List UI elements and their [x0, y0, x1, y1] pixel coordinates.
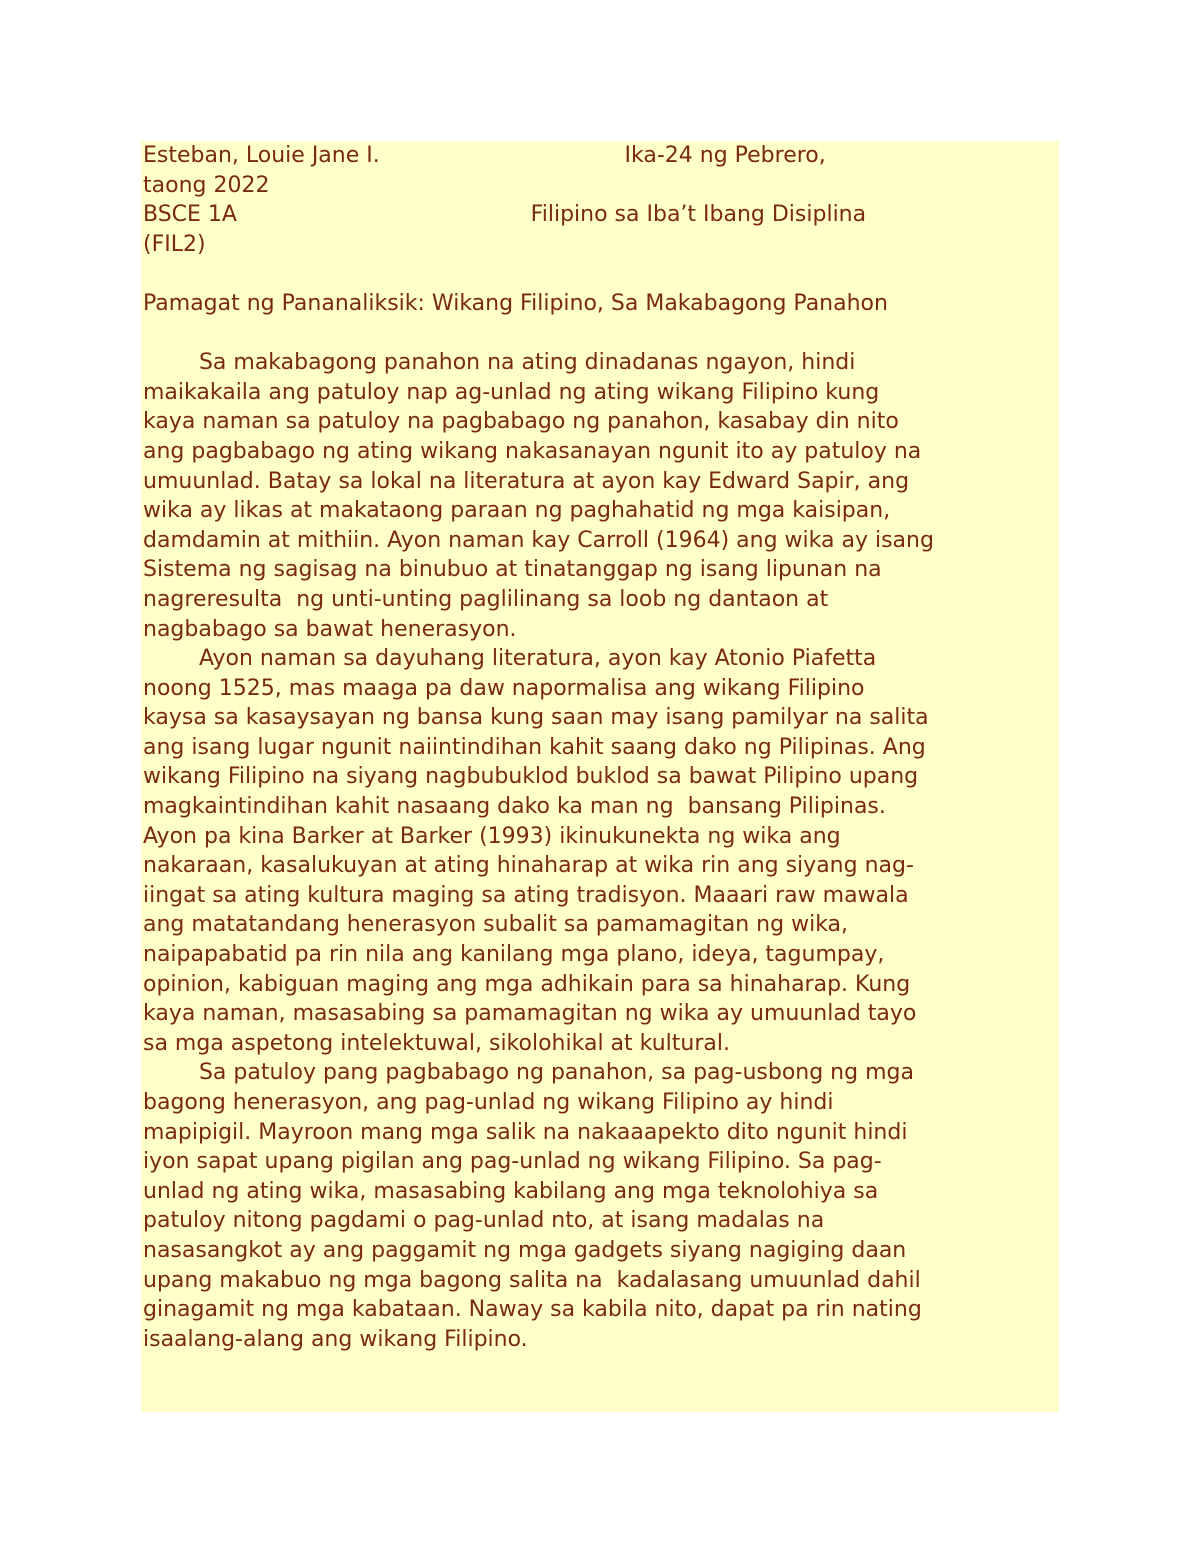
body-text-line: umuunlad. Batay sa lokal na literatura at ayon kay Edward Sapir, ang: [143, 468, 910, 494]
body-text-line: kaya naman sa patuloy na pagbabago ng panahon, kasabay din nito: [143, 409, 899, 435]
blank-line: [143, 259, 1083, 289]
header-course-subject-line: BSCE 1A Filipino sa Iba’t Ibang Disiplina: [143, 202, 867, 228]
body-text-line: nagbabago sa bawat henerasyon.: [143, 616, 517, 642]
body-text-line: damdamin at mithiin. Ayon naman kay Carroll (1964) ang wika ay isang: [143, 527, 934, 553]
essay-body: [143, 348, 1083, 1354]
body-text-line: mapipigil. Mayroon mang mga salik na nakaaapekto dito ngunit hindi: [143, 1119, 908, 1145]
body-text-line: unlad ng ating wika, masasabing kabilang ang mga teknolohiya sa: [143, 1178, 879, 1204]
body-text-line: maikakaila ang patuloy nap ag-unlad ng ating wikang Filipino kung: [143, 379, 880, 405]
body-text-line: magkaintindihan kahit nasaang dako ka man ng bansang Pilipinas.: [143, 794, 886, 820]
body-text-line: ang matatandang henerasyon subalit sa pamamagitan ng wika,: [143, 912, 849, 938]
body-text-line: sa mga aspetong intelektuwal, sikolohikal at kultural.: [143, 1030, 730, 1056]
body-text-line: iyon sapat upang pigilan ang pag-unlad ng wikang Filipino. Sa pag-: [143, 1149, 882, 1175]
body-text-line: kaya naman, masasabing sa pamamagitan ng wika ay umuunlad tayo: [143, 1001, 917, 1027]
body-text-line: noong 1525, mas maaga pa daw napormalisa ang wikang Filipino: [143, 675, 865, 701]
header-subject-code-line: (FIL2): [143, 231, 206, 257]
blank-line: [143, 319, 1083, 349]
body-text-line: iingat sa ating kultura maging sa ating tradisyon. Maaari raw mawala: [143, 882, 909, 908]
body-text-line: nasasangkot ay ang paggamit ng mga gadgets siyang nagiging daan: [143, 1237, 907, 1263]
body-text-line: kaysa sa kasaysayan ng bansa kung saan may isang pamilyar na salita: [143, 705, 929, 731]
body-text-line: ang isang lugar ngunit naiintindihan kahit saang dako ng Pilipinas. Ang: [143, 734, 926, 760]
body-text-line: ang pagbabago ng ating wikang nakasanayan ngunit ito ay patuloy na: [143, 438, 922, 464]
body-text-line: opinion, kabiguan maging ang mga adhikain para sa hinaharap. Kung: [143, 971, 911, 997]
body-text-line: Sistema ng sagisag na binubuo at tinatanggap ng isang lipunan na: [143, 557, 882, 583]
body-text-line: Ayon naman sa dayuhang literatura, ayon kay Atonio Piafetta: [143, 646, 877, 672]
body-text-line: Sa patuloy pang pagbabago ng panahon, sa pag-usbong ng mga: [143, 1060, 914, 1086]
body-text-line: nakaraan, kasalukuyan at ating hinaharap at wika rin ang siyang nag-: [143, 853, 914, 879]
body-text-line: nagreresulta ng unti-unting paglilinang sa loob ng dantaon at: [143, 586, 829, 612]
body-text-line: patuloy nitong pagdami o pag-unlad nto, at isang madalas na: [143, 1208, 825, 1234]
body-text-line: Sa makabagong panahon na ating dinadanas ngayon, hindi: [143, 350, 856, 376]
body-text-line: naipapabatid pa rin nila ang kanilang mga plano, ideya, tagumpay,: [143, 942, 885, 968]
body-text-line: bagong henerasyon, ang pag-unlad ng wikang Filipino ay hindi: [143, 1090, 834, 1115]
body-text-line: ginagamit ng mga kabataan. Naway sa kabila nito, dapat pa rin nating: [143, 1297, 922, 1323]
header-year-line: taong 2022: [143, 172, 270, 198]
research-title: Pamagat ng Pananaliksik: Wikang Filipino, Sa Makabagong Panahon: [143, 290, 888, 316]
body-text-line: wika ay likas at makataong paraan ng paghahatid ng mga kaisipan,: [143, 498, 891, 524]
header-author-date-line: Esteban, Louie Jane I. Ika-24 ng Pebrero,: [143, 143, 826, 168]
body-text-line: Ayon pa kina Barker at Barker (1993) ikinukunekta ng wika ang: [143, 823, 841, 849]
body-text-line: isaalang-alang ang wikang Filipino.: [143, 1326, 528, 1352]
body-text-line: wikang Filipino na siyang nagbubuklod buklod sa bawat Pilipino upang: [143, 764, 919, 790]
body-text-line: upang makabuo ng mga bagong salita na kadalasang umuunlad dahil: [143, 1267, 921, 1293]
document-text: [143, 141, 1083, 1354]
